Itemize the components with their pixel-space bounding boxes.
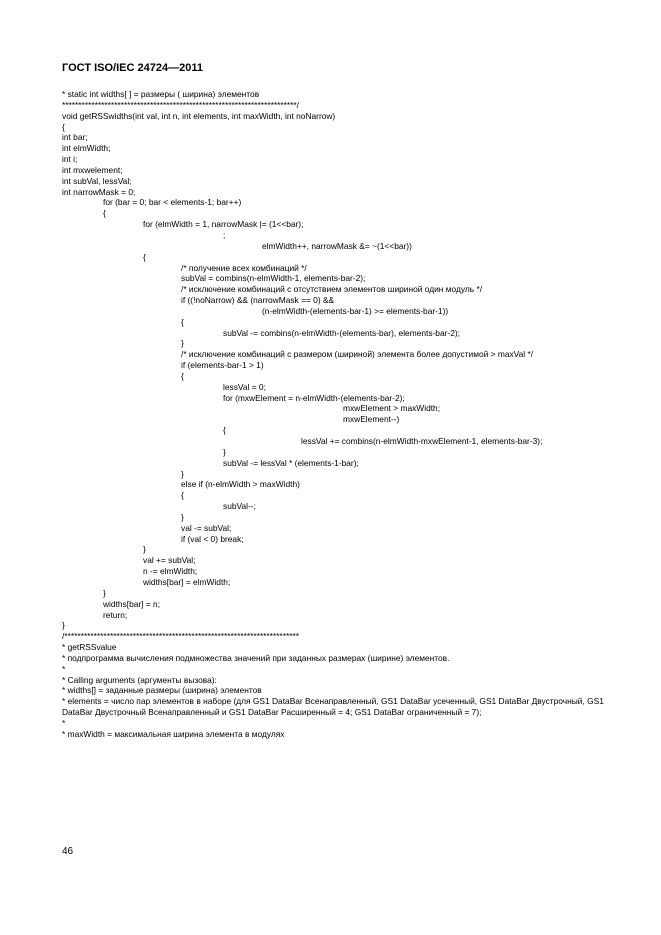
code-line: int mxwelement; bbox=[62, 164, 123, 175]
code-line: subVal--; bbox=[223, 501, 256, 512]
code-line: } bbox=[223, 446, 226, 457]
code-line: mxwElement--) bbox=[343, 414, 400, 425]
code-line: lessVal += combins(n-elmWidth-mxwElement-1, elements-bar-3); bbox=[301, 436, 543, 446]
code-line: int narrowMask = 0; bbox=[62, 186, 136, 197]
code-line: mxwElement > maxWidth; bbox=[343, 403, 441, 414]
code-line: ************************************************************************/ bbox=[62, 99, 299, 110]
code-line: if (elements-bar-1 > 1) bbox=[181, 360, 264, 371]
code-line: /************************************************************************ bbox=[62, 631, 299, 642]
code-line: { bbox=[181, 370, 184, 381]
code-line: if (val < 0) break; bbox=[181, 533, 244, 544]
code-line: val -= subVal; bbox=[181, 522, 232, 533]
code-line: * widths[] = заданные размеры (ширина) элементов bbox=[62, 685, 262, 696]
code-line: int i; bbox=[62, 154, 78, 165]
code-line: * maxWidth = максимальная ширина элемента в модулях bbox=[62, 728, 285, 739]
code-line: { bbox=[223, 425, 226, 436]
code-line: widths[bar] = elmWidth; bbox=[143, 576, 231, 587]
code-line: } bbox=[181, 511, 184, 522]
code-listing bbox=[62, 89, 622, 740]
code-line: /* исключение комбинаций с отсутствием элементов шириной один модуль */ bbox=[181, 284, 483, 295]
code-line: if ((!noNarrow) && (narrowMask == 0) && bbox=[181, 295, 335, 306]
code-line: n -= elmWidth; bbox=[143, 566, 198, 577]
code-line: { bbox=[181, 490, 184, 501]
code-line: * Calling arguments (аргументы вызова): bbox=[62, 674, 217, 685]
code-line: } bbox=[143, 544, 146, 555]
code-line: ; bbox=[223, 229, 226, 240]
code-line: { bbox=[103, 208, 106, 219]
code-line: * bbox=[62, 717, 66, 728]
code-line: else if (n-elmWidth > maxWidth) bbox=[181, 479, 300, 490]
code-line: int bar; bbox=[62, 132, 88, 143]
code-line: } bbox=[103, 587, 106, 598]
code-line: * elements = число пар элементов в наборе (для GS1 DataBar Всенаправленный, GS1 DataBar усеченный, GS1 DataBar Двустрочный, GS1 DataBar Двустрочный Всенаправленный и GS1 DataBar Расширенный = 4; GS1 DataBar ограниченный = 7); bbox=[62, 696, 604, 718]
code-line: } bbox=[181, 468, 184, 479]
code-line: * getRSSvalue bbox=[62, 642, 117, 653]
code-line: /* исключение комбинаций с размером (шириной) элемента более допустимой > maxVal */ bbox=[181, 349, 534, 360]
code-line: subVal -= lessVal * (elements-1-bar); bbox=[223, 457, 359, 468]
code-line: * подпрограмма вычисления подмножества значений при заданных размерах (ширине) элементов. bbox=[62, 652, 450, 663]
code-line: for (bar = 0; bar < elements-1; bar++) bbox=[103, 197, 242, 208]
code-line: for (elmWidth = 1, narrowMask |= (1<<bar); bbox=[143, 219, 304, 230]
code-line: { bbox=[181, 316, 184, 327]
code-line: void getRSSwidths(int val, int n, int elements, int maxWidth, int noNarrow) bbox=[62, 110, 336, 121]
code-line: (n-elmWidth-(elements-bar-1) >= elements-bar-1)) bbox=[262, 305, 449, 316]
code-line: lessVal = 0; bbox=[223, 381, 266, 392]
code-line: widths[bar] = n; bbox=[103, 598, 161, 609]
code-line: * static int widths[ ] = размеры ( ширина) элементов bbox=[62, 89, 260, 99]
code-line: } bbox=[181, 338, 184, 349]
code-line: int subVal, lessVal; bbox=[62, 175, 132, 186]
code-line: } bbox=[62, 620, 65, 631]
code-line: for (mxwElement = n-elmWidth-(elements-bar-2); bbox=[223, 392, 405, 403]
code-line: * bbox=[62, 663, 66, 674]
code-line: elmWidth++, narrowMask &= ~(1<<bar)) bbox=[262, 240, 412, 251]
page-number: 46 bbox=[62, 846, 74, 857]
code-line: subVal = combins(n-elmWidth-1, elements-bar-2); bbox=[181, 273, 366, 284]
document-header: ГОСТ ISO/IEC 24724—2011 bbox=[62, 62, 203, 74]
code-line: { bbox=[62, 121, 65, 132]
code-line: return; bbox=[103, 609, 128, 620]
code-line: { bbox=[143, 251, 146, 262]
code-line: subVal -= combins(n-elmWidth-(elements-bar), elements-bar-2); bbox=[223, 327, 460, 338]
code-line: /* получение всех комбинаций */ bbox=[181, 262, 307, 273]
code-line: int elmWidth; bbox=[62, 143, 111, 154]
code-line: val += subVal; bbox=[143, 555, 196, 566]
